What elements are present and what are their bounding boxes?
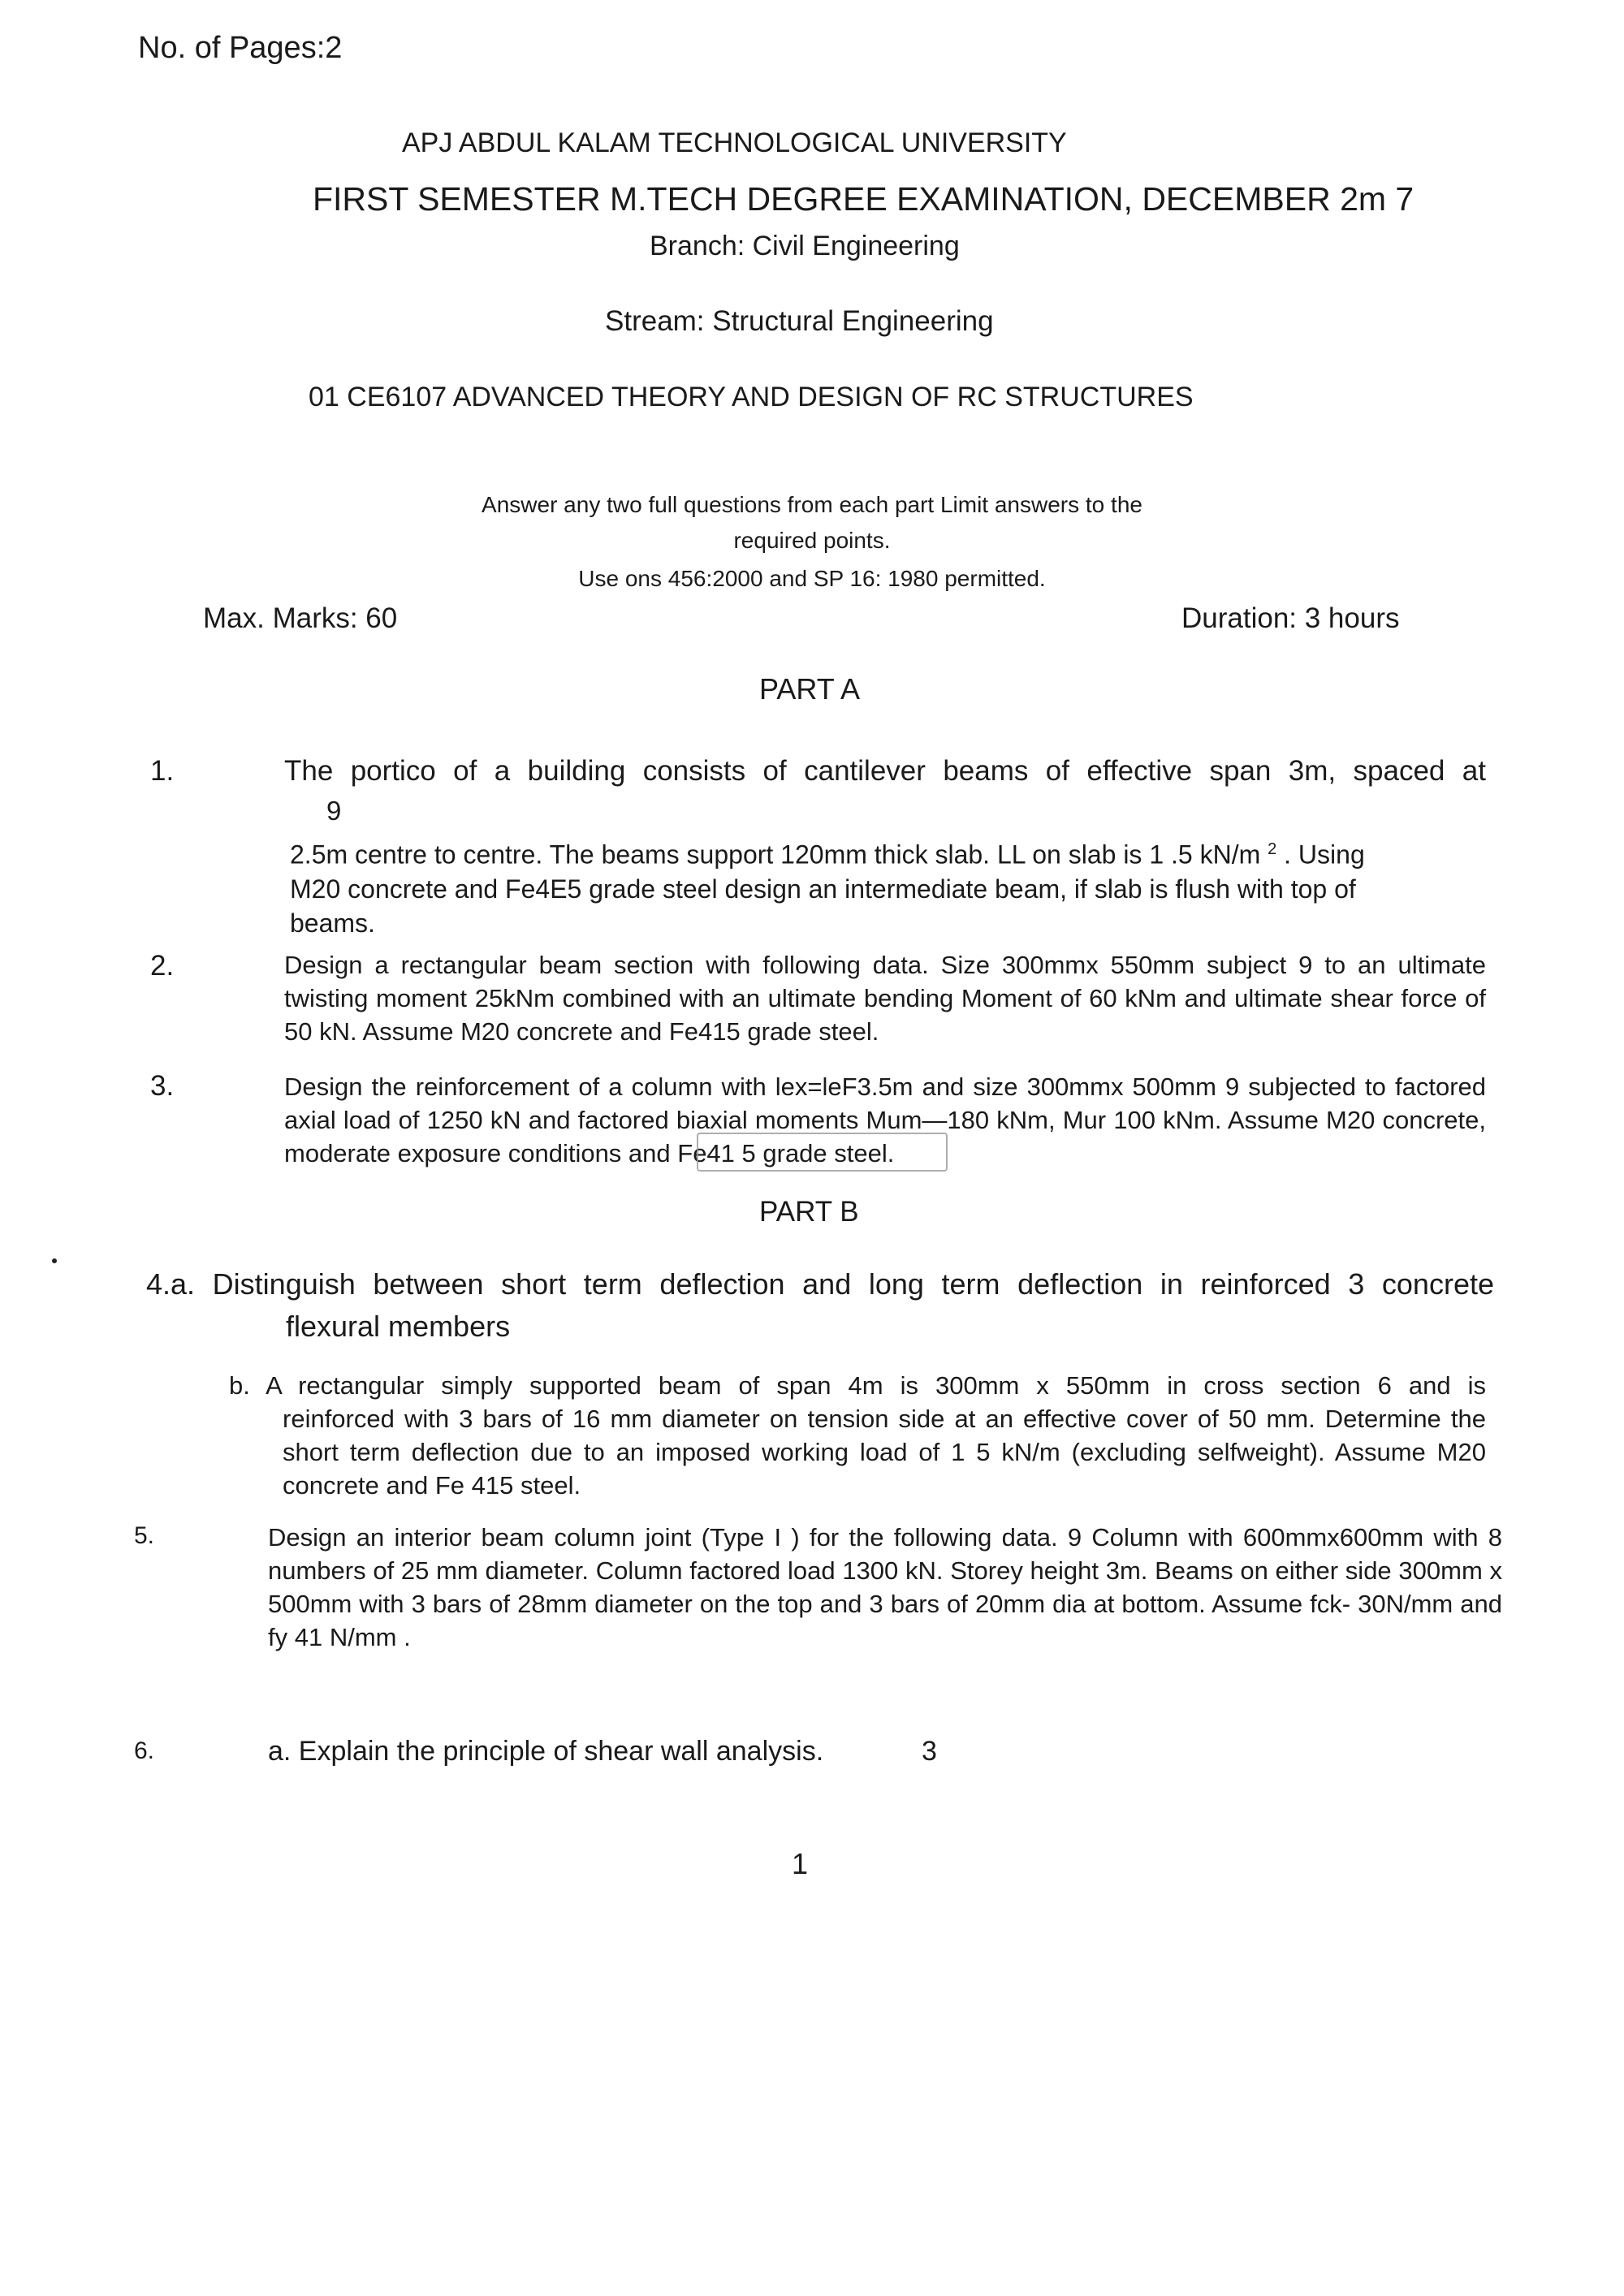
stream: Stream: Structural Engineering — [605, 305, 994, 337]
question-2-number: 2. — [150, 950, 175, 982]
question-5-number: 5. — [134, 1522, 155, 1549]
question-3-text: Design the reinforcement of a column with lex=leF3.5m and size 300mmx 500mm 9 subjected to factored axial load of 1250 kN and factored biaxial moments Mum—180 kNm, Mur 100 kNm. Assume M20 concrete, moderate exposure conditions and Fe41 5 grade steel. — [284, 1072, 1486, 1167]
question-5-text: Design an interior beam column joint (Type I ) for the following data. 9 Column with 600mmx600mm with 8 numbers of 25 mm diameter. Column factored load 1300 kN. Storey height 3m. Beams on either side 300mm x 500mm with 3 bars of 28mm diameter on the top and 3 bars of 20mm dia at bottom. Assume fck- 30N/mm and fy 41 N/mm . — [268, 1523, 1502, 1651]
question-3-number: 3. — [150, 1070, 175, 1102]
course-title: 01 CE6107 ADVANCED THEORY AND DESIGN OF RC STRUCTURES — [309, 382, 1194, 412]
part-a-heading: PART A — [759, 672, 861, 706]
question-1-line-1: The portico of a building consists of cantilever beams of effective span 3m, spaced at — [284, 755, 1486, 787]
question-4a-line-2: flexural members — [286, 1310, 511, 1343]
question-4b-continuation: reinforced with 3 bars of 16 mm diameter on tension side at an effective cover of 50 mm. Determine the short term deflection due to an imposed working load of 1 5 kN/m (excluding selfweight). Assume M20 concrete and Fe 415 steel. — [283, 1405, 1486, 1500]
question-4b — [229, 1369, 1486, 1502]
question-1-number: 1. — [150, 755, 175, 787]
page-number: 1 — [792, 1847, 809, 1880]
question-1-marks: 9 — [326, 796, 342, 826]
question-2-text: Design a rectangular beam section with following data. Size 300mmx 550mm subject 9 to an ultimate twisting moment 25kNm combined with an ultimate bending Moment of 60 kNm and ultimate shear force of 50 kN. Assume M20 concrete and Fe415 grade steel. — [284, 951, 1486, 1046]
question-4a — [146, 1263, 1494, 1348]
question-4a-text: .a. Distinguish between short term deflection and long term deflection in reinforced 3 concrete — [162, 1267, 1494, 1301]
question-4b-lead: b. A rectangular simply supported beam of span 4m is 300mm x 550mm in cross section 6 and is — [229, 1371, 1486, 1400]
question-6a-marks: 3 — [922, 1736, 937, 1767]
stray-dot — [52, 1258, 57, 1263]
part-b-heading: PART B — [759, 1196, 859, 1228]
question-1-text — [290, 832, 1394, 940]
question-6a-text: a. Explain the principle of shear wall analysis. — [268, 1736, 824, 1767]
question-4a-line-1 — [146, 1263, 1494, 1306]
question-1-text-end: . Using M20 concrete and Fe4E5 grade steel design an intermediate beam, if slab is flush with top of beams. — [290, 839, 1365, 938]
branch: Branch: Civil Engineering — [650, 231, 960, 261]
watermark-stamp — [697, 1133, 948, 1172]
question-6-number: 6. — [134, 1737, 155, 1764]
instructions: Answer any two full questions from each part Limit answers to the required points. — [482, 492, 1142, 553]
max-marks: Max. Marks: 60 — [203, 602, 398, 634]
question-1-text-main: 2.5m centre to centre. The beams support 120mm thick slab. LL on slab is 1 .5 kN/m — [290, 839, 1261, 870]
superscript-2: 2 — [1268, 840, 1277, 858]
university-name: APJ ABDUL KALAM TECHNOLOGICAL UNIVERSITY — [402, 127, 1067, 158]
permitted-codes: Use ons 456:2000 and SP 16: 1980 permitted. — [578, 566, 1046, 591]
duration: Duration: 3 hours — [1181, 602, 1400, 634]
question-4-number: 4 — [146, 1267, 163, 1301]
page-count: No. of Pages:2 — [138, 31, 343, 65]
exam-title: FIRST SEMESTER M.TECH DEGREE EXAMINATION, DECEMBER 2m 7 — [313, 180, 1415, 218]
